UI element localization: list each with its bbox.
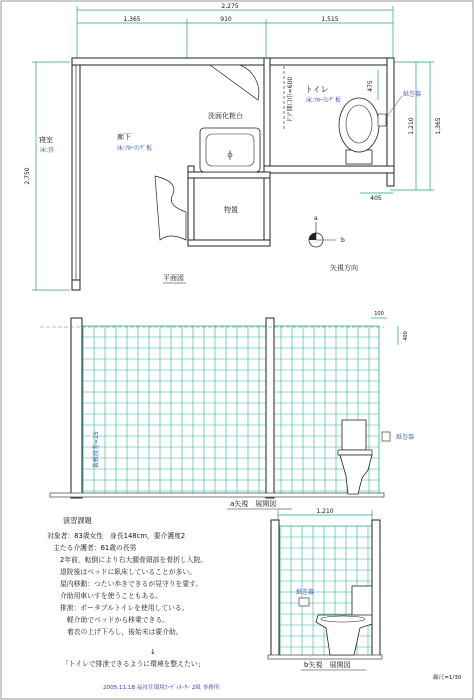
task-line-1: 対象者：83歳女性 身長148cm，要介護度2 [47,532,186,540]
label-bedroom-floor: 床:畳 [40,147,55,154]
dim-door-width: 475 [367,80,374,92]
elev-a-dim-100: 100 [374,311,384,317]
task-line-2: 主たる介護者：61歳の長男 [53,544,137,552]
wall-mid [264,58,270,246]
view-direction-marker [309,215,358,272]
dim-seg-mid: 910 [220,16,232,23]
dim-overall-height: 2,750 [24,167,31,185]
label-hall-floor: 床:ﾌﾛｰﾘﾝｸﾞ板 [117,145,153,152]
elev-b-wall-left [271,520,279,658]
elev-a-floor [50,493,384,497]
task-heading: 演習課題 [63,516,92,525]
elev-a-paper-holder-label: 紙巻器 [396,434,415,441]
task-line-3: 2年前，転倒により右大腿骨頸部を骨折し入院。 [60,556,208,564]
dim-toilet-depth: 1,210 [408,117,415,135]
elev-b-paper-holder-label: 紙巻器 [296,589,315,596]
elev-a-wall-mid [266,318,274,498]
label-door-note: ドア開口巾=600 [287,76,294,124]
elev-b-width: 1,210 [316,508,334,515]
dim-toilet-right: 1,365 [435,117,442,135]
elev-a-title: a矢視 展開図 [230,500,277,508]
floor-plan [24,3,442,290]
elevation-b [268,508,382,670]
task-description [47,516,207,668]
compass-a: a [314,215,318,222]
footer-scale: 縮尺=1/30 [433,675,462,681]
label-paper-holder-plan: 紙巻器 [403,91,422,98]
elev-b-wall-right [372,520,380,658]
elev-a-wall-left [71,318,82,498]
paper-holder-plan [378,114,386,126]
task-line-8: 軽介助でベッドから移乗できる。 [67,616,169,624]
plan-title: 平面図 [163,274,184,282]
label-storage: 物置 [224,206,238,214]
dim-seg-left: 1,365 [123,16,141,23]
dim-toilet-gap: 405 [370,195,382,202]
elev-b-title: b矢視 展開図 [304,661,351,669]
task-line-4: 退院後はベッドに臥床していることが多い。 [60,568,196,576]
dim-seg-right: 1,515 [321,16,339,23]
wall-top [72,58,394,65]
wall-storage-bottom [188,240,270,246]
elev-a-paper-holder [382,432,390,441]
label-toilet: トイレ [305,85,329,94]
label-bedroom: 寝室 [39,136,53,144]
elevation-a [40,311,414,509]
compass-label: 矢視方向 [330,264,358,272]
task-line-7: 排泄：ポータブルトイレを使用している。 [60,604,189,612]
elev-b-paper-holder [299,598,309,606]
elev-a-height-note: 裁板段差=15 [93,431,100,468]
dim-overall-width: 2,275 [221,3,239,10]
door-swing-hall [210,65,259,100]
task-line-9: 着衣の上げ下ろし，後始末は要介助。 [67,628,183,636]
compass-b: b [341,237,345,244]
label-toilet-floor: 床:ﾌﾛｰﾘﾝｸﾞ板 [306,97,342,104]
footer-date: 2005.11.18 福祉住環境ｺｰﾃﾞｨﾈｰﾀｰ 2級 事務所 [103,685,220,691]
task-arrow: ↓ [150,648,156,656]
wall-storage-top [188,172,270,178]
task-goal: 「トイレで排泄できるように環境を整えたい」 [62,660,205,668]
label-hall: 廊下 [117,133,131,141]
task-line-5: 屋内移動：つたい歩きできるが見守りを要す。 [60,580,203,588]
wall-toilet-bottom [264,166,394,173]
task-line-6: 介助用車いすを使うこともある。 [60,592,162,600]
label-washbasin: 洗面化粧台 [208,112,243,120]
folding-door [155,176,186,240]
elev-a-dim-side: 400 [403,331,409,341]
elev-b-floor [268,655,382,659]
